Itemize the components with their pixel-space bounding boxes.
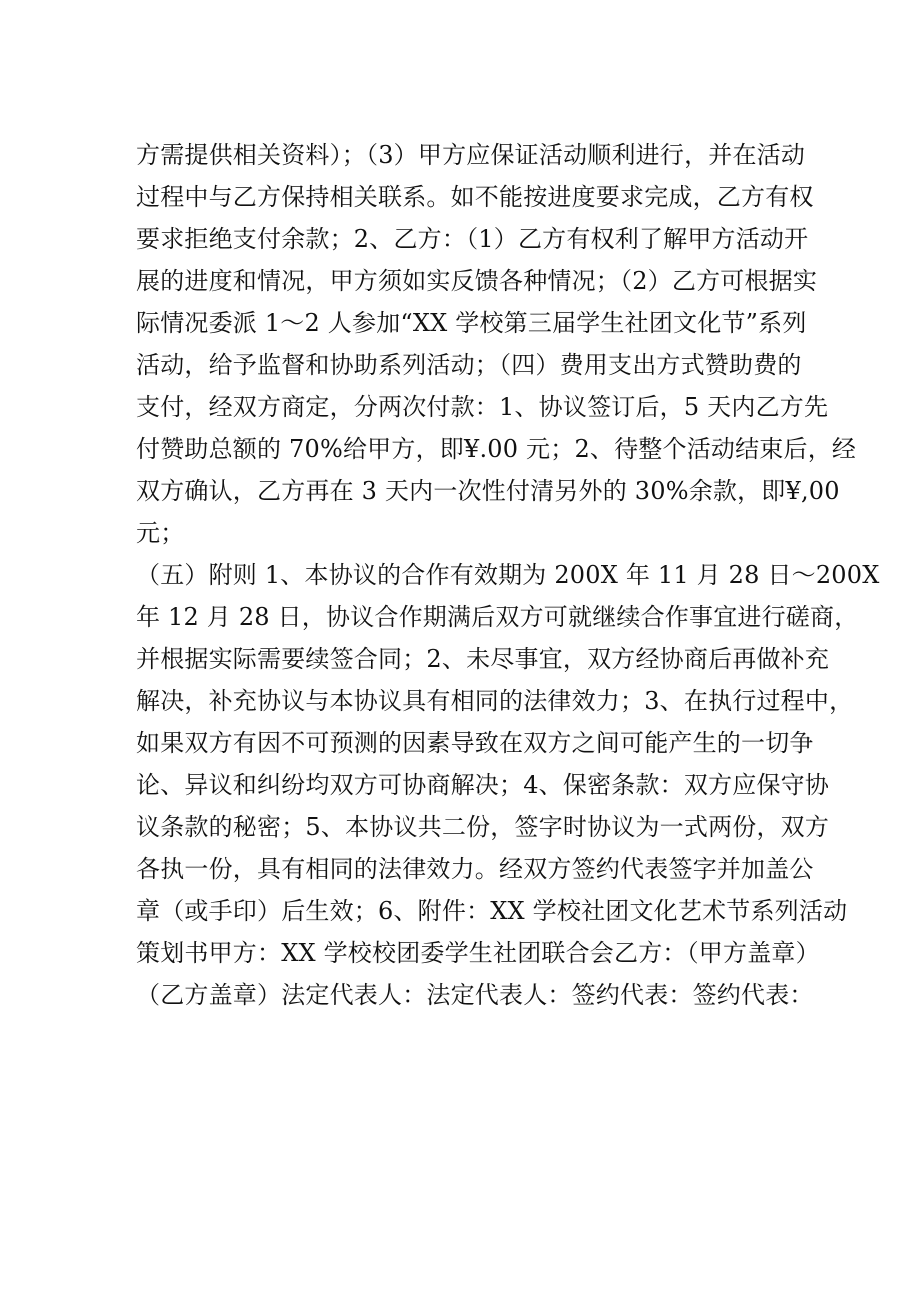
text-line: 支付，经双方商定，分两次付款：1、协议签订后，5 天内乙方先 [136, 393, 829, 421]
text-line: 年 12 月 28 日，协议合作期满后双方可就继续合作事宜进行磋商， [136, 603, 859, 631]
text-line: 论、异议和纠纷均双方可协商解决；4、保密条款：双方应保守协 [136, 771, 830, 799]
text-line: （乙方盖章）法定代表人：法定代表人：签约代表：签约代表： [136, 981, 814, 1009]
text-line: 双方确认，乙方再在 3 天内一次性付清另外的 30%余款，即¥,00 [136, 477, 840, 505]
text-line: 元； [136, 519, 185, 547]
text-line: 方需提供相关资料）；（3）甲方应保证活动顺利进行，并在活动 [136, 141, 806, 169]
text-line: 付赞助总额的 70%给甲方，即¥.00 元；2、待整个活动结束后，经 [136, 435, 857, 463]
text-line: 要求拒绝支付余款；2、乙方：（1）乙方有权利了解甲方活动开 [136, 225, 809, 253]
text-line: 章（或手印）后生效；6、附件：XX 学校社团文化艺术节系列活动 [136, 897, 848, 925]
text-line: 活动，给予监督和协助系列活动；（四）费用支出方式赞助费的 [136, 351, 802, 379]
text-line: 如果双方有因不可预测的因素导致在双方之间可能产生的一切争 [136, 729, 814, 757]
text-line: 并根据实际需要续签合同；2、未尽事宜，双方经协商后再做补充 [136, 645, 830, 673]
text-line: 际情况委派 1～2 人参加“XX 学校第三届学生社团文化节”系列 [136, 309, 807, 337]
text-line: 策划书甲方：XX 学校校团委学生社团联合会乙方：（甲方盖章） [136, 939, 820, 967]
text-line: 解决，补充协议与本协议具有相同的法律效力；3、在执行过程中， [136, 687, 854, 715]
text-line: 各执一份，具有相同的法律效力。经双方签约代表签字并加盖公 [136, 855, 814, 883]
text-line: （五）附则 1、本协议的合作有效期为 200X 年 11 月 28 日～200X [136, 561, 880, 589]
text-line: 议条款的秘密；5、本协议共二份，签字时协议为一式两份，双方 [136, 813, 830, 841]
text-line: 展的进度和情况，甲方须如实反馈各种情况；（2）乙方可根据实 [136, 267, 818, 295]
text-line: 过程中与乙方保持相关联系。如不能按进度要求完成，乙方有权 [136, 183, 814, 211]
